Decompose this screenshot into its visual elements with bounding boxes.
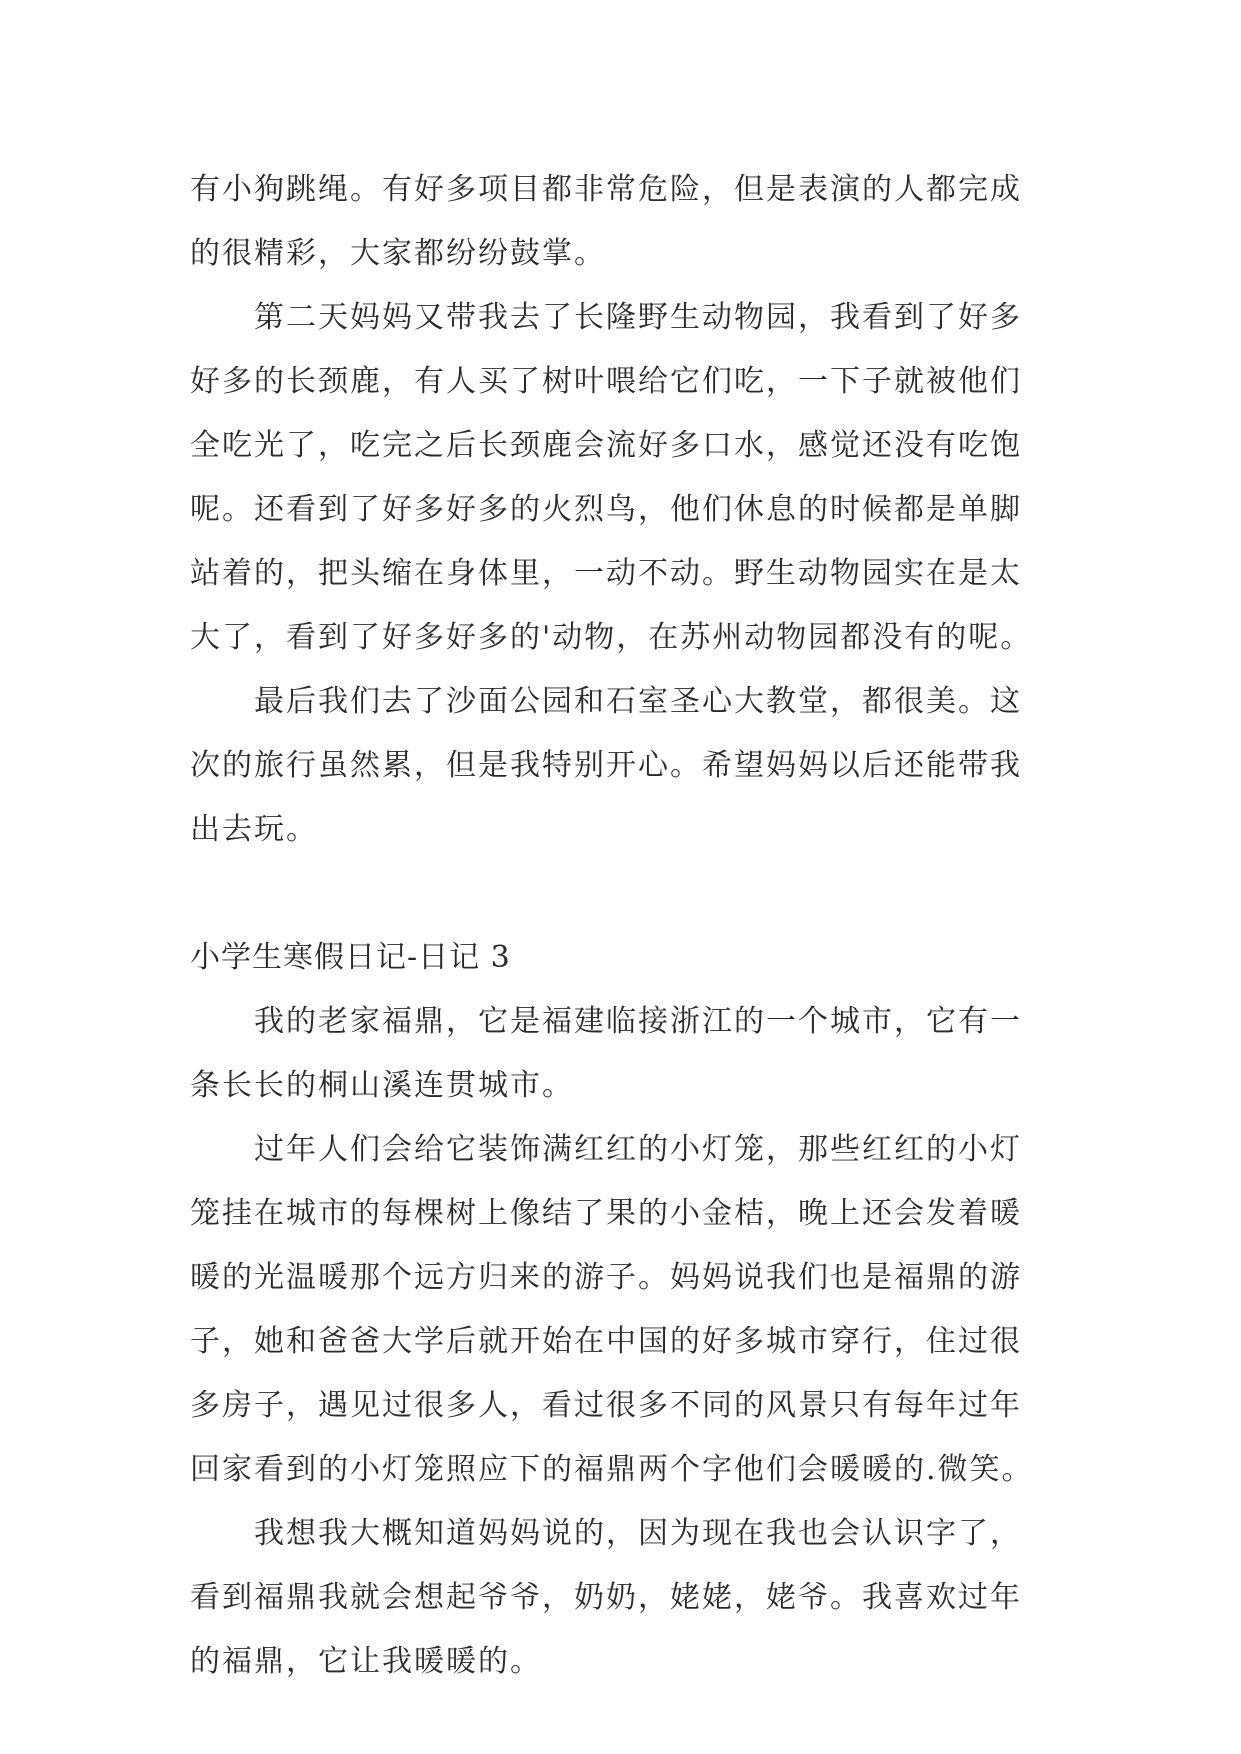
section-heading: 小学生寒假日记-日记 3 [190, 940, 511, 975]
paragraph-line: 最后我们去了沙面公园和石室圣心大教堂，都很美。这 [254, 684, 1022, 719]
paragraph-line: 的福鼎，它让我暖暖的。 [190, 1644, 542, 1679]
paragraph-line: 次的旅行虽然累，但是我特别开心。希望妈妈以后还能带我 [190, 748, 1022, 783]
paragraph-line: 笼挂在城市的每棵树上像结了果的小金桔，晚上还会发着暖 [190, 1196, 1022, 1231]
paragraph-line: 呢。还看到了好多好多的火烈鸟，他们休息的时候都是单脚 [190, 492, 1022, 527]
paragraph-line: 回家看到的小灯笼照应下的福鼎两个字他们会暖暖的.微笑。 [190, 1452, 1034, 1487]
paragraph-line: 条长长的桐山溪连贯城市。 [190, 1068, 574, 1103]
paragraph-line: 出去玩。 [190, 812, 318, 847]
paragraph-line: 看到福鼎我就会想起爷爷，奶奶，姥姥，姥爷。我喜欢过年 [190, 1580, 1022, 1615]
paragraph-line: 的很精彩，大家都纷纷鼓掌。 [190, 236, 606, 271]
paragraph-line: 我想我大概知道妈妈说的，因为现在我也会认识字了， [254, 1516, 1022, 1551]
paragraph-line: 过年人们会给它装饰满红红的小灯笼，那些红红的小灯 [254, 1132, 1022, 1167]
paragraph-line: 全吃光了，吃完之后长颈鹿会流好多口水，感觉还没有吃饱 [190, 428, 1022, 463]
paragraph-line: 多房子，遇见过很多人，看过很多不同的风景只有每年过年 [190, 1388, 1022, 1423]
paragraph-line: 第二天妈妈又带我去了长隆野生动物园，我看到了好多 [254, 300, 1022, 335]
document-body [190, 158, 1070, 1694]
paragraph-line: 有小狗跳绳。有好多项目都非常危险，但是表演的人都完成 [190, 172, 1022, 207]
paragraph-line: 暖的光温暖那个远方归来的游子。妈妈说我们也是福鼎的游 [190, 1260, 1022, 1295]
paragraph-line: 我的老家福鼎，它是福建临接浙江的一个城市，它有一 [254, 1004, 1022, 1039]
paragraph-line: 大了，看到了好多好多的'动物，在苏州动物园都没有的呢。 [190, 620, 1033, 655]
paragraph-line: 好多的长颈鹿，有人买了树叶喂给它们吃，一下子就被他们 [190, 364, 1022, 399]
section-spacer [190, 862, 1070, 926]
paragraph-line: 子，她和爸爸大学后就开始在中国的好多城市穿行，住过很 [190, 1324, 1022, 1359]
paragraph-line: 站着的，把头缩在身体里，一动不动。野生动物园实在是太 [190, 556, 1022, 591]
